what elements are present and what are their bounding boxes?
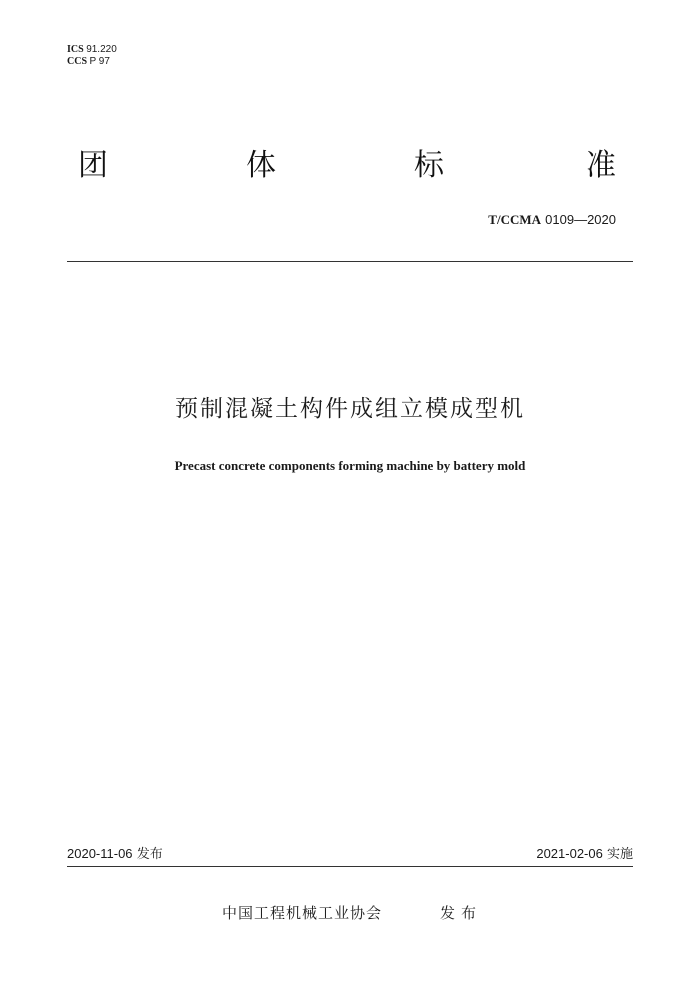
top-divider xyxy=(67,261,633,262)
standard-type-char-3: 标 xyxy=(414,148,444,183)
ics-code: 91.220 xyxy=(86,44,117,55)
ics-label: ICS xyxy=(67,44,84,55)
ccs-label: CCS xyxy=(67,56,88,67)
ccs-code: P 97 xyxy=(89,56,110,67)
standard-number xyxy=(488,212,616,229)
classification-codes xyxy=(67,44,117,68)
implement-date-value: 2021-02-06 xyxy=(536,846,603,861)
publish-date xyxy=(67,846,163,863)
ics-line xyxy=(67,44,117,56)
implement-date xyxy=(536,846,633,863)
standard-number-prefix: T/CCMA xyxy=(488,212,542,227)
issuer-action: 发布 xyxy=(440,904,483,922)
title-english: Precast concrete components forming machine by battery mold xyxy=(174,458,526,473)
standard-number-code: 0109—2020 xyxy=(545,212,616,227)
publish-date-value: 2020-11-06 xyxy=(67,846,133,861)
bottom-divider xyxy=(67,866,633,867)
standard-type-char-2: 体 xyxy=(246,148,276,183)
standard-type-char-1: 团 xyxy=(78,148,108,183)
publish-date-label: 发布 xyxy=(136,847,163,862)
title-chinese: 预制混凝土构件成组立模成型机 xyxy=(175,396,525,422)
standard-type-heading xyxy=(0,146,700,186)
standard-type-char-4: 准 xyxy=(586,148,616,183)
implement-date-label: 实施 xyxy=(606,847,633,862)
ccs-line xyxy=(67,56,117,68)
issuer-name: 中国工程机械工业协会 xyxy=(222,904,383,922)
